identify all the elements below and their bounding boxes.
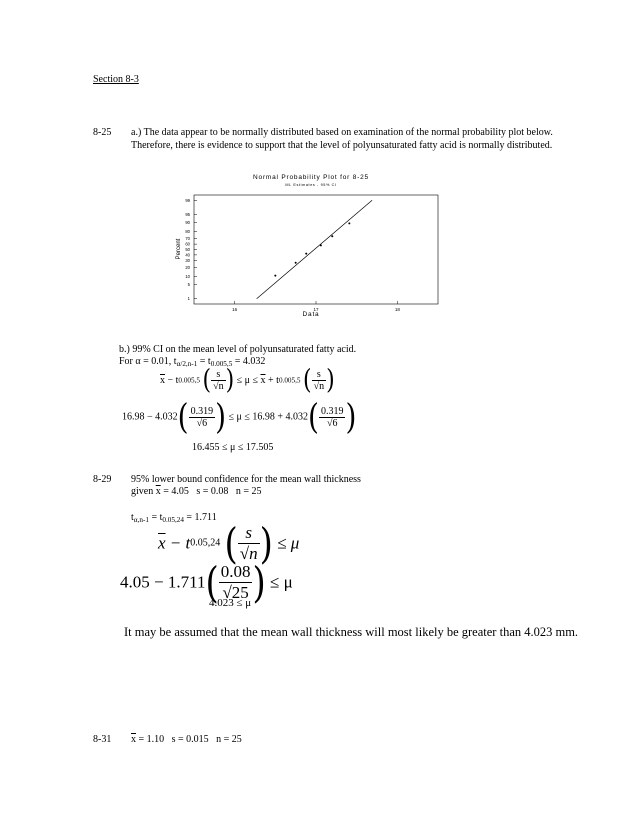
data-point xyxy=(305,253,307,255)
answer-a-line1: a.) The data appear to be normally distributed based on examination of the normal probability plot below. xyxy=(131,127,553,138)
y-tick-label: 80 xyxy=(185,229,190,235)
y-tick-label: 90 xyxy=(185,219,190,225)
x-tick-label: 18 xyxy=(394,307,400,312)
y-tick-label: 10 xyxy=(185,274,190,280)
y-axis-label: Percent xyxy=(176,238,182,260)
y-tick-label: 70 xyxy=(185,235,190,241)
data-point xyxy=(331,235,333,237)
problem-number-8-31: 8-31 xyxy=(93,734,112,745)
data-point xyxy=(274,275,276,277)
ci-formula: $\overline{x} - t0.005,5$ ( $\frac{s}{√n}$ ) ≤ $\mu \le \overline{x} + t0.005,5$ ( $\frac{s}{√n}$ ) xyxy=(160,364,335,396)
p829-line1: 95% lower bound confidence for the mean wall thickness xyxy=(131,474,361,485)
y-tick-label: 95 xyxy=(185,212,190,218)
p829-line2: given $\overline{x} = 4.05$ s = 0.08 n = 25 xyxy=(131,486,262,497)
fit-line xyxy=(257,200,372,298)
ci-substituted: 16.98 − 4.032( $\frac{0.319}{√6}$ ) ≤ μ ≤ 16.98 + 4.032( $\frac{0.319}{√6}$ ) xyxy=(122,395,357,437)
p829-t-value: $t_{\alpha,n-1} = t_{0.05,24} = 1.711$ xyxy=(131,512,217,524)
y-tick-label: 20 xyxy=(185,264,190,270)
y-tick-label: 5 xyxy=(187,281,190,287)
lower-bound-formula: $\overline{x} - t0.05,24$ ( $\frac{s}{√n}$ ) ≤ μ xyxy=(158,518,300,569)
normal-probability-plot xyxy=(128,168,518,318)
x-tick-label: 16 xyxy=(232,307,238,312)
data-point xyxy=(295,262,297,264)
x-tick-label: 17 xyxy=(313,307,319,312)
p831-givens: $\overline{x} = 1.10$ s = 0.015 n = 25 xyxy=(131,734,242,745)
chart-title: Normal Probability Plot for 8-25 xyxy=(253,174,369,181)
y-tick-label: 1 xyxy=(187,296,190,302)
data-point xyxy=(320,244,322,246)
y-tick-label: 30 xyxy=(185,258,190,264)
y-tick-label: 99 xyxy=(185,197,190,203)
y-tick-label: 40 xyxy=(185,252,190,258)
section-title: Section 8-3 xyxy=(93,74,139,85)
lower-bound-result: 4.023 ≤ μ xyxy=(209,597,252,609)
problem-number-8-25: 8-25 xyxy=(93,127,112,138)
ci-result: 16.455 ≤ μ ≤ 17.505 xyxy=(192,442,274,453)
answer-b-line2: For α = 0.01, $t_{\alpha/2,n-1} = t_{0.005,5} = 4.032$ xyxy=(119,356,266,368)
data-point xyxy=(348,222,350,224)
chart-subtitle: ML Estimates - 95% CI xyxy=(285,183,337,187)
chart-svg xyxy=(128,168,518,318)
plot-frame xyxy=(194,195,438,304)
y-tick-label: 60 xyxy=(185,241,190,247)
answer-b-line1: b.) 99% CI on the mean level of polyunsaturated fatty acid. xyxy=(119,344,357,355)
answer-a-line2: Therefore, there is evidence to support that the level of polyunsaturated fatty acid is normally distributed. xyxy=(131,140,553,151)
problem-number-8-29: 8-29 xyxy=(93,474,112,485)
conclusion: It may be assumed that the mean wall thickness will most likely be greater than 4.023 mm. xyxy=(124,625,579,639)
y-tick-label: 50 xyxy=(185,247,190,252)
x-axis-label: Data xyxy=(302,311,320,318)
lower-bound-substituted: 4.05 − 1.711( $\frac{0.08}{√25}$ ) ≤ μ xyxy=(120,557,293,608)
